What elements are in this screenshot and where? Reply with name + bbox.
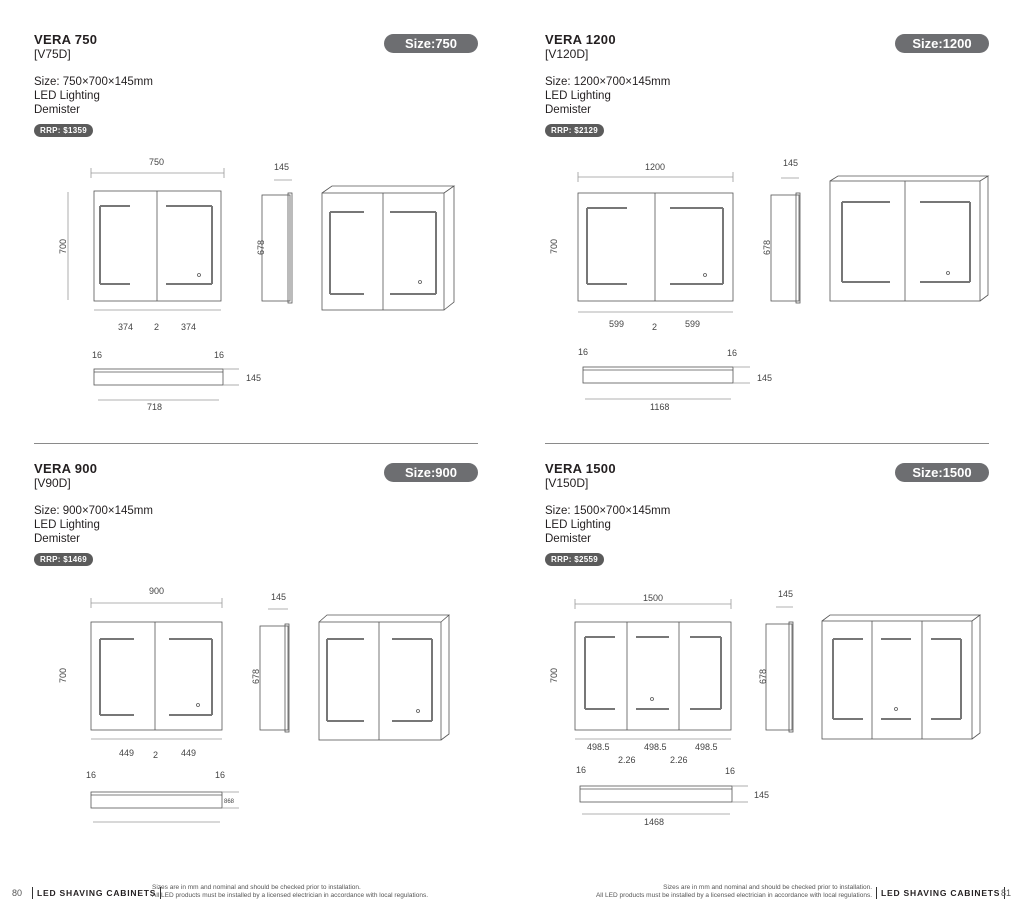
- product-size: Size: 750×700×145mm: [34, 76, 153, 88]
- product-size: Size: 1200×700×145mm: [545, 76, 671, 88]
- dim-edge-left: 16: [86, 770, 97, 780]
- divider-right: [545, 443, 989, 444]
- footer-note-line1: Sizes are in mm and nominal and should be checked prior to installation.: [152, 884, 361, 891]
- dim-width: 1500: [643, 593, 664, 603]
- technical-drawing: [545, 579, 995, 869]
- product-feature-lighting: LED Lighting: [545, 519, 611, 531]
- rrp-badge: RRP: $1469: [34, 553, 93, 566]
- page-number-right: 81: [1001, 888, 1012, 898]
- footer-category-right: LED SHAVING CABINETS: [876, 887, 1005, 899]
- dim-seg-b: 449: [181, 748, 197, 758]
- dim-bottom-depth: 145: [757, 373, 773, 383]
- size-button[interactable]: Size:1200: [895, 34, 989, 53]
- dim-width: 750: [149, 157, 165, 167]
- product-code: [V120D]: [545, 47, 589, 61]
- dim-bottom-width: 1468: [644, 817, 665, 827]
- technical-drawing: [34, 150, 484, 440]
- dim-edge-left: 16: [576, 765, 587, 775]
- product-feature-demister: Demister: [545, 533, 592, 545]
- footer-note-line2: All LED products must be installed by a licensed electrician in accordance with local regulations.: [152, 892, 429, 899]
- product-vera-900: [34, 459, 484, 879]
- product-feature-lighting: LED Lighting: [34, 90, 100, 102]
- dim-bottom-width: 718: [147, 402, 163, 412]
- dim-gap: 2: [153, 750, 159, 760]
- dim-seg-a: 599: [609, 319, 625, 329]
- product-size: Size: 1500×700×145mm: [545, 505, 671, 517]
- dim-depth: 145: [271, 592, 287, 602]
- dim-bottom-depth: 868: [224, 799, 235, 805]
- footer-note-left: [152, 884, 428, 900]
- rrp-badge: RRP: $1359: [34, 124, 93, 137]
- dim-seg-b: 374: [181, 322, 197, 332]
- product-title: VERA 900: [34, 461, 98, 476]
- dim-gap-2: 2.26: [670, 755, 688, 765]
- dim-seg-c: 498.5: [695, 742, 718, 752]
- dim-edge-right: 16: [214, 350, 225, 360]
- size-button[interactable]: Size:900: [384, 463, 478, 482]
- rrp-badge: RRP: $2559: [545, 553, 604, 566]
- product-feature-lighting: LED Lighting: [545, 90, 611, 102]
- dim-gap: 2: [154, 322, 160, 332]
- dim-edge-right: 16: [727, 348, 738, 358]
- size-button[interactable]: Size:1500: [895, 463, 989, 482]
- product-vera-1200: [545, 30, 995, 450]
- product-vera-750: [34, 30, 484, 450]
- product-title: VERA 1200: [545, 32, 616, 47]
- dim-edge-left: 16: [578, 347, 589, 357]
- technical-drawing: [545, 150, 995, 440]
- page-number-left: 80: [12, 888, 23, 898]
- dim-edge-right: 16: [215, 770, 226, 780]
- product-size: Size: 900×700×145mm: [34, 505, 153, 517]
- dim-width: 900: [149, 586, 165, 596]
- dim-seg-b: 498.5: [644, 742, 667, 752]
- product-vera-1500: [545, 459, 995, 879]
- dim-height: 700: [58, 667, 68, 683]
- dim-inner-height: 678: [256, 239, 266, 255]
- dim-bottom-depth: 145: [754, 790, 770, 800]
- product-feature-demister: Demister: [34, 533, 81, 545]
- product-code: [V75D]: [34, 47, 71, 61]
- dim-inner-height: 678: [758, 668, 768, 684]
- footer-category-left: LED SHAVING CABINETS: [32, 887, 161, 899]
- dim-depth: 145: [778, 589, 794, 599]
- dim-gap: 2: [652, 322, 658, 332]
- product-code: [V150D]: [545, 476, 589, 490]
- dim-inner-height: 678: [762, 239, 772, 255]
- dim-seg-a: 374: [118, 322, 134, 332]
- dim-seg-b: 599: [685, 319, 701, 329]
- footer-note-line1: Sizes are in mm and nominal and should be checked prior to installation.: [663, 884, 872, 891]
- footer-note-right: [560, 884, 872, 900]
- dim-width: 1200: [645, 162, 666, 172]
- dim-bottom-width: 1168: [650, 402, 670, 412]
- dim-depth: 145: [274, 162, 290, 172]
- technical-drawing: [34, 579, 484, 869]
- dim-height: 700: [549, 667, 559, 683]
- dim-depth: 145: [783, 158, 799, 168]
- dim-bottom-depth: 145: [246, 373, 262, 383]
- dim-edge-left: 16: [92, 350, 103, 360]
- footer-note-line2: All LED products must be installed by a licensed electrician in accordance with local regulations.: [595, 892, 872, 899]
- dim-gap: 2.26: [618, 755, 636, 765]
- product-feature-demister: Demister: [545, 104, 592, 116]
- dim-height: 700: [549, 238, 559, 254]
- product-feature-demister: Demister: [34, 104, 81, 116]
- dim-inner-height: 678: [251, 668, 261, 684]
- size-button[interactable]: Size:750: [384, 34, 478, 53]
- product-title: VERA 1500: [545, 461, 616, 476]
- dim-seg-a: 449: [119, 748, 135, 758]
- product-feature-lighting: LED Lighting: [34, 519, 100, 531]
- dim-seg-a: 498.5: [587, 742, 610, 752]
- dim-height: 700: [58, 238, 68, 254]
- product-title: VERA 750: [34, 32, 98, 47]
- divider-left: [34, 443, 478, 444]
- product-code: [V90D]: [34, 476, 71, 490]
- dim-edge-right: 16: [725, 766, 736, 776]
- rrp-badge: RRP: $2129: [545, 124, 604, 137]
